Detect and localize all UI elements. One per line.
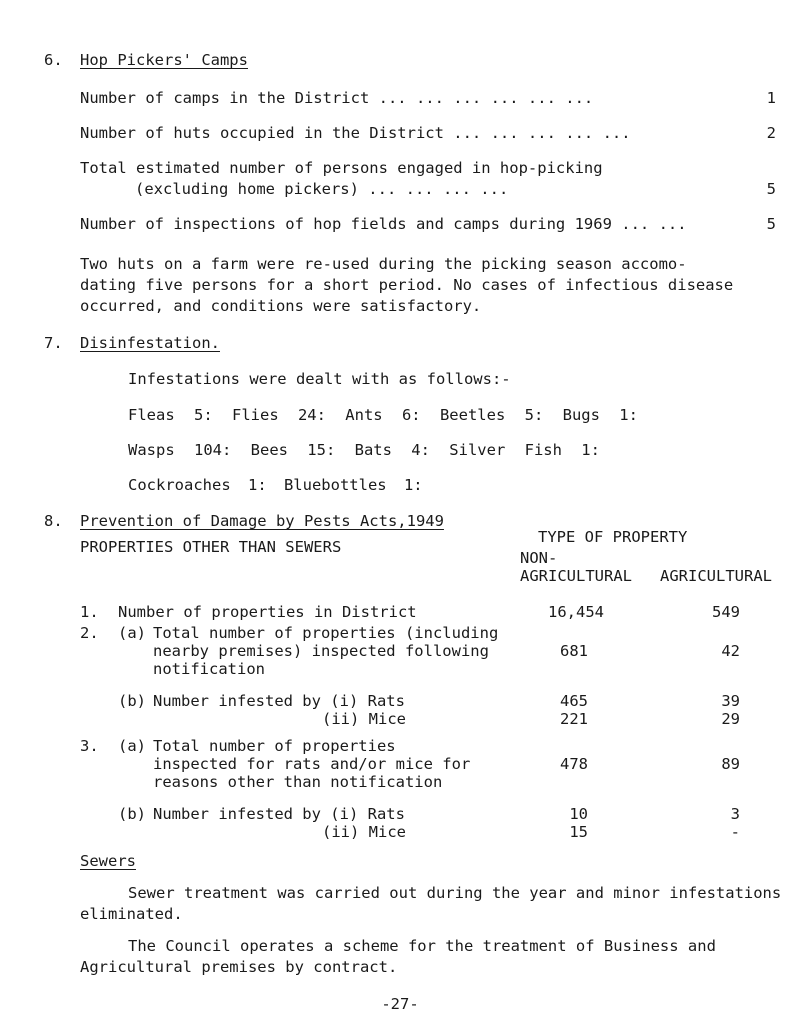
value-agricultural: 39 <box>721 692 740 710</box>
inspections-label: Number of inspections of hop fields and camps during 1969 ... ... <box>80 215 687 233</box>
row-sub-letter: (a) <box>118 737 146 755</box>
column-header-non-line-2: AGRICULTURAL <box>520 567 632 585</box>
section-6-number: 6. <box>44 51 63 69</box>
value-agricultural: 42 <box>721 642 740 660</box>
row-number: 2. <box>80 624 99 642</box>
camps-count-label: Number of camps in the District ... ... ... ... ... ... <box>80 89 594 107</box>
value-non-agricultural: 10 <box>569 805 588 823</box>
row-sub-letter: (a) <box>118 624 146 642</box>
row-label: Total number of properties <box>153 737 396 755</box>
infestations-line: Wasps 104: Bees 15: Bats 4: Silver Fish 1: <box>128 441 600 459</box>
value-non-agricultural: 478 <box>560 755 588 773</box>
value-non-agricultural: 16,454 <box>548 603 604 621</box>
column-group-header: TYPE OF PROPERTY <box>538 528 688 546</box>
row-label: Total number of properties (including <box>153 624 499 642</box>
row-label: Number infested by (i) Rats <box>153 805 405 823</box>
value-non-agricultural: 15 <box>569 823 588 841</box>
paragraph-line: Two huts on a farm were re-used during the picking season accomo- <box>80 255 687 273</box>
page-number: -27- <box>381 995 419 1013</box>
value-non-agricultural: 221 <box>560 710 588 728</box>
persons-label-line-2: (excluding home pickers) ... ... ... ... <box>135 180 509 198</box>
row-number: 3. <box>80 737 99 755</box>
sewers-heading: Sewers <box>80 852 136 870</box>
value-agricultural: 29 <box>721 710 740 728</box>
row-label: (ii) Mice <box>322 823 406 841</box>
infestations-intro: Infestations were dealt with as follows:- <box>128 370 511 388</box>
persons-value: 5 <box>766 180 776 198</box>
row-label: nearby premises) inspected following <box>153 642 489 660</box>
inspections-value: 5 <box>766 215 776 233</box>
section-8-heading: Prevention of Damage by Pests Acts,1949 <box>80 512 444 530</box>
paragraph-line: eliminated. <box>80 905 183 923</box>
paragraph-line: occurred, and conditions were satisfactory. <box>80 297 482 315</box>
value-non-agricultural: 465 <box>560 692 588 710</box>
section-7-heading: Disinfestation. <box>80 334 220 352</box>
table-subheading: PROPERTIES OTHER THAN SEWERS <box>80 538 342 556</box>
value-agricultural: 89 <box>721 755 740 773</box>
value-non-agricultural: 681 <box>560 642 588 660</box>
paragraph-line: The Council operates a scheme for the treatment of Business and <box>128 937 716 955</box>
row-label: Number infested by (i) Rats <box>153 692 405 710</box>
paragraph-line: Agricultural premises by contract. <box>80 958 398 976</box>
row-sub-letter: (b) <box>118 805 146 823</box>
column-header-non-line-1: NON- <box>520 549 558 567</box>
value-agricultural: 549 <box>712 603 740 621</box>
row-sub-letter: (b) <box>118 692 146 710</box>
huts-count-value: 2 <box>766 124 776 142</box>
persons-label-line-1: Total estimated number of persons engaged in hop-picking <box>80 159 603 177</box>
row-label: (ii) Mice <box>322 710 406 728</box>
row-label: notification <box>153 660 265 678</box>
row-label: Number of properties in District <box>118 603 417 621</box>
value-agricultural: 3 <box>730 805 740 823</box>
row-label: inspected for rats and/or mice for <box>153 755 471 773</box>
infestations-line: Cockroaches 1: Bluebottles 1: <box>128 476 423 494</box>
section-8-number: 8. <box>44 512 63 530</box>
section-6-heading: Hop Pickers' Camps <box>80 51 248 69</box>
paragraph-line: Sewer treatment was carried out during the year and minor infestations <box>128 884 782 902</box>
huts-count-label: Number of huts occupied in the District ... ... ... ... ... <box>80 124 631 142</box>
value-agricultural: - <box>730 823 740 841</box>
paragraph-line: dating five persons for a short period. No cases of infectious disease <box>80 276 734 294</box>
camps-count-value: 1 <box>766 89 776 107</box>
infestations-line: Fleas 5: Flies 24: Ants 6: Beetles 5: Bugs 1: <box>128 406 638 424</box>
row-number: 1. <box>80 603 99 621</box>
row-label: reasons other than notification <box>153 773 443 791</box>
column-header-agricultural: AGRICULTURAL <box>660 567 772 585</box>
section-7-number: 7. <box>44 334 63 352</box>
